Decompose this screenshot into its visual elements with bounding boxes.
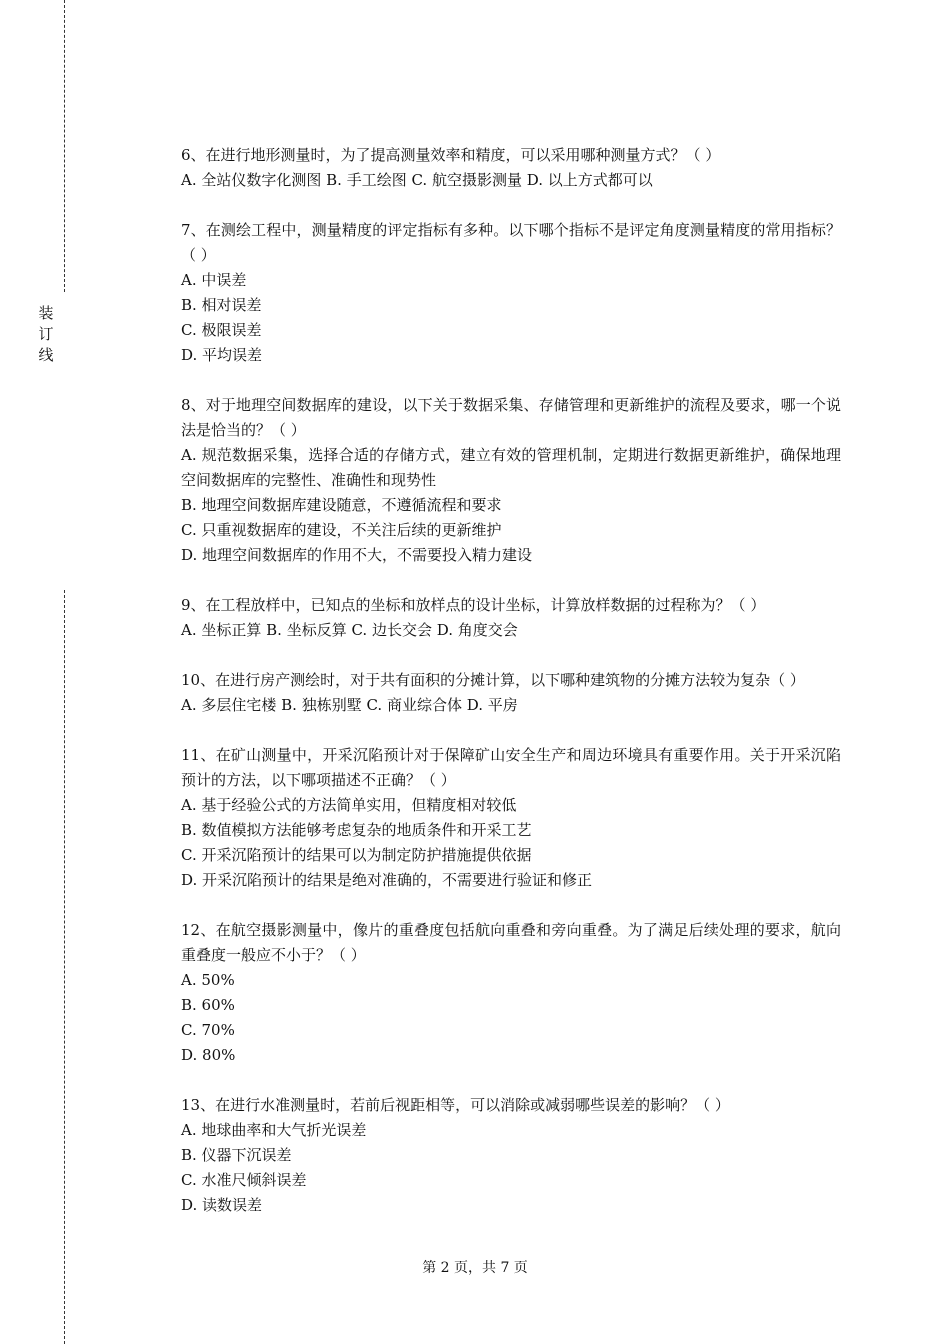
question-option: B. 地理空间数据库建设随意，不遵循流程和要求 [181, 496, 502, 514]
binding-label [36, 303, 56, 366]
question-option: A. 全站仪数字化测图 B. 手工绘图 C. 航空摄影测量 D. 以上方式都可以 [181, 171, 653, 189]
binding-char: 线 [38, 346, 54, 364]
question-option: C. 70% [181, 1021, 235, 1039]
question-option: A. 基于经验公式的方法简单实用，但精度相对较低 [181, 796, 517, 814]
question-13 [181, 1093, 841, 1218]
question-option: D. 开采沉陷预计的结果是绝对准确的，不需要进行验证和修正 [181, 871, 593, 889]
question-8 [181, 393, 841, 568]
question-12 [181, 918, 841, 1068]
question-option: C. 开采沉陷预计的结果可以为制定防护措施提供依据 [181, 846, 532, 864]
question-option: A. 规范数据采集，选择合适的存储方式，建立有效的管理机制，定期进行数据更新维护，确保地理空间数据库的完整性、准确性和现势性 [181, 446, 841, 489]
question-text: 10、在进行房产测绘时，对于共有面积的分摊计算，以下哪种建筑物的分摊方法较为复杂（ ） [181, 671, 805, 689]
question-option: C. 只重视数据库的建设，不关注后续的更新维护 [181, 521, 502, 539]
question-option: A. 50% [181, 971, 235, 989]
binding-line-top [64, 0, 65, 292]
question-7 [181, 218, 841, 368]
question-text: 9、在工程放样中，已知点的坐标和放样点的设计坐标，计算放样数据的过程称为？（ ） [181, 596, 766, 614]
binding-char: 订 [38, 325, 54, 343]
binding-line-bottom [64, 590, 65, 1344]
question-6 [181, 143, 841, 193]
question-option: A. 多层住宅楼 B. 独栋别墅 C. 商业综合体 D. 平房 [181, 696, 518, 714]
question-option: A. 坐标正算 B. 坐标反算 C. 边长交会 D. 角度交会 [181, 621, 518, 639]
question-option: B. 60% [181, 996, 235, 1014]
question-text: 13、在进行水准测量时，若前后视距相等，可以消除或减弱哪些误差的影响？（ ） [181, 1096, 730, 1114]
question-text: 11、在矿山测量中，开采沉陷预计对于保障矿山安全生产和周边环境具有重要作用。关于开采沉陷预计的方法，以下哪项描述不正确？（ ） [181, 746, 841, 789]
question-text: 12、在航空摄影测量中，像片的重叠度包括航向重叠和旁向重叠。为了满足后续处理的要求，航向重叠度一般应不小于？（ ） [181, 921, 841, 964]
question-option: A. 中误差 [181, 271, 247, 289]
question-option: B. 数值模拟方法能够考虑复杂的地质条件和开采工艺 [181, 821, 532, 839]
question-10 [181, 668, 841, 718]
question-option: A. 地球曲率和大气折光误差 [181, 1121, 367, 1139]
binding-char: 装 [38, 304, 54, 322]
question-option: D. 地理空间数据库的作用不大，不需要投入精力建设 [181, 546, 533, 564]
question-option: C. 极限误差 [181, 321, 262, 339]
question-option: B. 仪器下沉误差 [181, 1146, 292, 1164]
page-number: 第 2 页，共 7 页 [422, 1260, 528, 1276]
question-11 [181, 743, 841, 893]
question-option: D. 平均误差 [181, 346, 263, 364]
question-option: B. 相对误差 [181, 296, 262, 314]
question-text: 6、在进行地形测量时，为了提高测量效率和精度，可以采用哪种测量方式？（ ） [181, 146, 721, 164]
question-option: C. 水准尺倾斜误差 [181, 1171, 307, 1189]
question-text: 8、对于地理空间数据库的建设，以下关于数据采集、存储管理和更新维护的流程及要求，哪一个说法是恰当的？（ ） [181, 396, 841, 439]
question-option: D. 80% [181, 1046, 236, 1064]
question-9 [181, 593, 841, 643]
question-option: D. 读数误差 [181, 1196, 263, 1214]
question-list [181, 143, 841, 1243]
question-text: 7、在测绘工程中，测量精度的评定指标有多种。以下哪个指标不是评定角度测量精度的常用指标？（ ） [181, 221, 841, 264]
